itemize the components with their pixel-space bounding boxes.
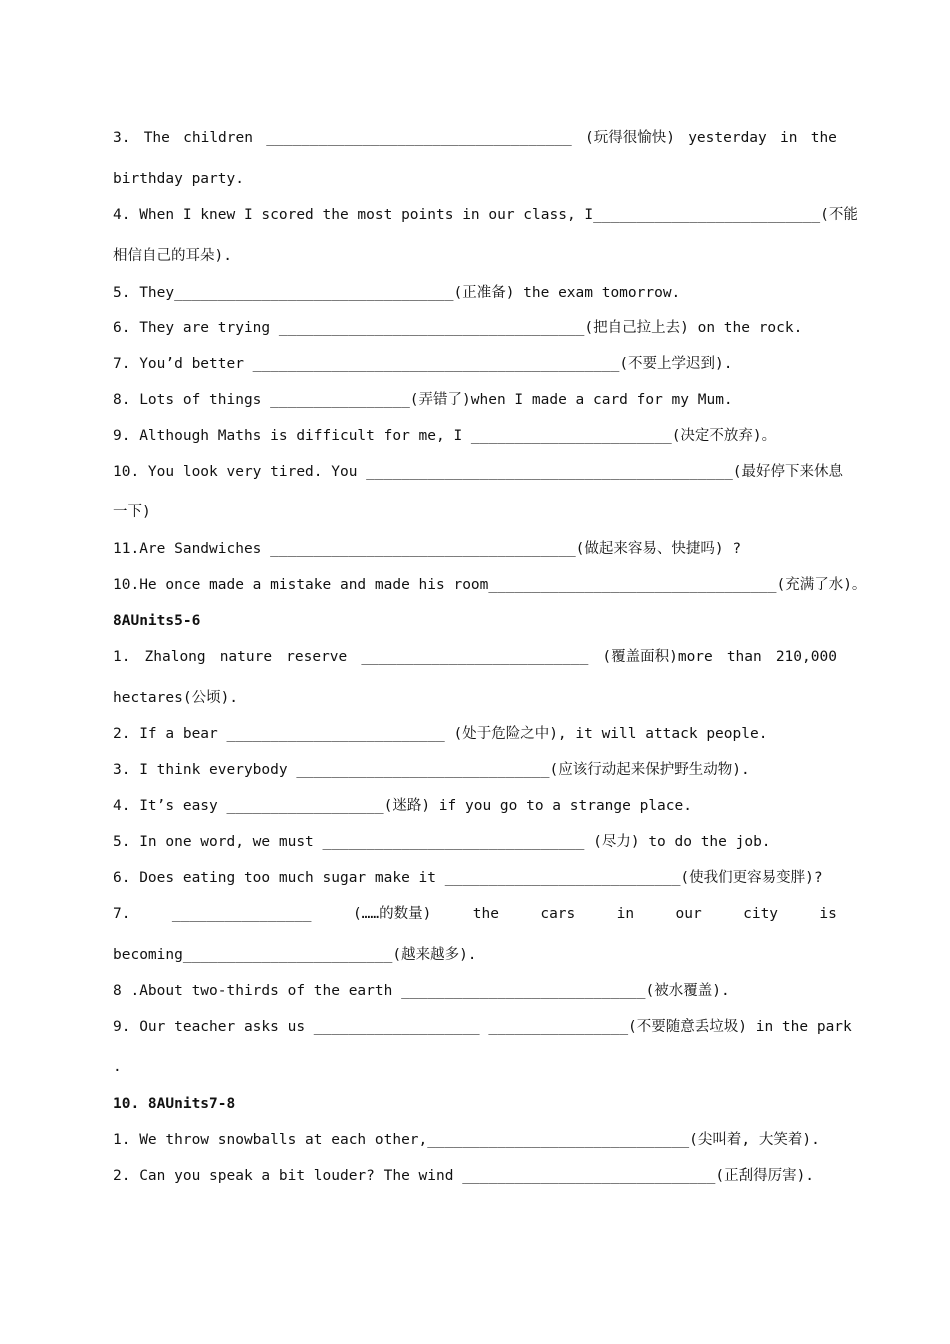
q10-line1: 10. You look very tired. You __________________________________________(最好停下来休息	[113, 464, 844, 480]
u56-q2-line: 2. If a bear _________________________ (处于危险之中), it will attack people.	[113, 726, 768, 742]
q8-line: 8. Lots of things ________________(弄错了)when I made a card for my Mum.	[113, 392, 733, 408]
q6-line: 6. They are trying ___________________________________(把自己拉上去) on the rock.	[113, 320, 803, 336]
u56-q6-line: 6. Does eating too much sugar make it ___________________________(使我们更容易变胖)?	[113, 870, 823, 886]
u56-q7-line1: 7. ________________ (……的数量) the cars in our city is	[113, 906, 837, 922]
u56-q3-line: 3. I think everybody _____________________________(应该行动起来保护野生动物).	[113, 762, 750, 778]
q12-line: 10.He once made a mistake and made his room_________________________________(充满了水)。	[113, 577, 867, 593]
u56-q5-line: 5. In one word, we must ______________________________ (尽力) to do the job.	[113, 834, 771, 850]
u56-q4-line: 4. It’s easy __________________(迷路) if you go to a strange place.	[113, 798, 692, 814]
u56-q1-line1: 1. Zhalong nature reserve __________________________ (覆盖面积)more than 210,000	[113, 649, 837, 665]
u56-q7-line2: becoming________________________(越来越多).	[113, 947, 477, 963]
u78-q1-line: 1. We throw snowballs at each other,______________________________(尖叫着, 大笑着).	[113, 1132, 820, 1148]
q4-line2: 相信自己的耳朵).	[113, 248, 232, 264]
q4-line1: 4. When I knew I scored the most points in our class, I__________________________(不能	[113, 207, 858, 223]
section-heading-units5-6: 8AUnits5-6	[113, 613, 201, 629]
q3-line1: 3. The children ___________________________________ (玩得很愉快) yesterday in the	[113, 130, 837, 146]
q5-line: 5. They________________________________(正准备) the exam tomorrow.	[113, 285, 681, 301]
q9-line: 9. Although Maths is difficult for me, I _______________________(决定不放弃)。	[113, 428, 777, 444]
section-heading-units7-8: 10. 8AUnits7-8	[113, 1096, 236, 1112]
q3-line2: birthday party.	[113, 171, 244, 187]
u56-q1-line2: hectares(公顷).	[113, 690, 239, 706]
q11-line: 11.Are Sandwiches ___________________________________(做起来容易、快捷吗) ?	[113, 541, 742, 557]
u56-q8-line: 8 .About two-thirds of the earth ____________________________(被水覆盖).	[113, 983, 730, 999]
q10-line2: 一下)	[113, 504, 151, 520]
u56-q9-line2: .	[113, 1059, 122, 1075]
u78-q2-line: 2. Can you speak a bit louder? The wind _____________________________(正刮得厉害).	[113, 1168, 815, 1184]
u56-q9-line1: 9. Our teacher asks us ___________________ ________________(不要随意丢垃圾) in the park	[113, 1019, 852, 1035]
q7-line: 7. You’d better __________________________________________(不要上学迟到).	[113, 356, 733, 372]
